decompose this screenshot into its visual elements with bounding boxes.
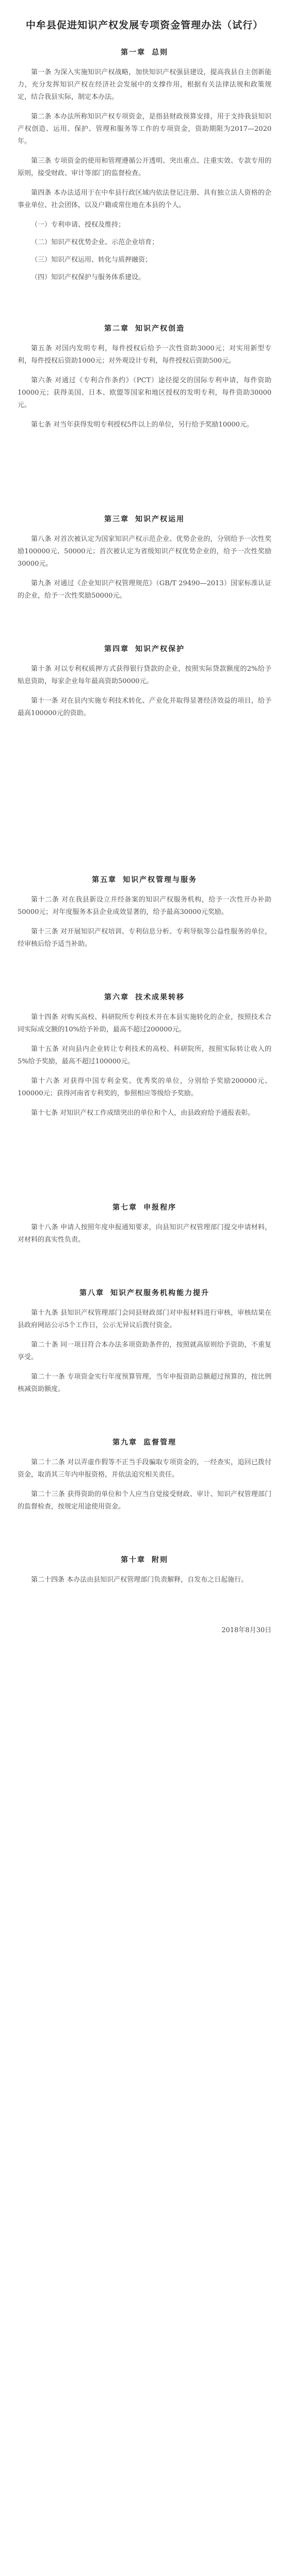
article xyxy=(18,1222,271,1246)
article-text: 获得资助的单位和个人应当自觉接受财政、审计、知识产权管理部门的监督检查，按规定用途使用资金。 xyxy=(18,1490,271,1511)
article xyxy=(18,695,271,720)
article-number: 第五条 xyxy=(31,345,53,352)
article xyxy=(18,419,271,431)
article-number: 第十二条 xyxy=(31,896,59,904)
article xyxy=(18,1075,271,1100)
article xyxy=(18,663,271,688)
article xyxy=(18,1011,271,1036)
chapter-section xyxy=(18,1437,271,1541)
article-text: 本办法所称知识产权专项资金，是指县财政预算安排，用于支持我县知识产权创造、运用、保护、管理和服务等工作的专项资金，资助期限为2017—2020年。 xyxy=(18,113,271,145)
chapter-title: 监督管理 xyxy=(143,1438,176,1447)
article xyxy=(18,1339,271,1364)
chapter-list xyxy=(18,47,271,1614)
article-text: 对通过《专利合作条约》（PCT）途径提交的国际专利申请，每件资助10000元；获得美国、日本、欧盟等国家和地区授权的发明专利，每件资助30000元。 xyxy=(18,377,271,409)
chapter-number: 第十章 xyxy=(121,1556,146,1564)
chapter-title: 知识产权保护 xyxy=(135,645,185,653)
article-text: 对通过《企业知识产权管理规范》（GB/T 29490—2013）国家标准认证的企业，给予一次性奖励50000元。 xyxy=(18,580,271,600)
chapter-section xyxy=(18,514,271,630)
article-number: 第十三条 xyxy=(31,928,58,936)
article-text: 对以专利权质押方式获得银行贷款的企业，按照实际贷款额度的2%给予贴息资助，每家企业每年最高资助50000元。 xyxy=(18,665,271,685)
chapter-section xyxy=(18,1554,271,1614)
section-spacer xyxy=(18,609,271,630)
article xyxy=(18,1371,271,1396)
article-number: 第一条 xyxy=(31,69,52,76)
chapter-heading xyxy=(18,643,271,654)
article-number: 第四条 xyxy=(31,189,52,197)
article-text: 对购买高校、科研院所专利技术并在本县实施转化的企业，按照技术合同实际成交额的10%给予补助，最高不超过200000元。 xyxy=(18,1013,271,1033)
article-text: 专项资金的使用和管理遵循公开透明、突出重点、注重实效、专款专用的原则，接受财政、审计等部门的监督检查。 xyxy=(18,157,271,177)
article-number: 第十一条 xyxy=(31,697,58,705)
article-number: 第二十二条 xyxy=(31,1459,65,1466)
article-number: 第七条 xyxy=(31,421,52,429)
article-number: 第十条 xyxy=(31,665,52,673)
article xyxy=(18,1488,271,1513)
chapter-number: 第二章 xyxy=(104,325,129,333)
chapter-heading xyxy=(18,874,271,885)
section-spacer xyxy=(18,438,271,500)
article-number: 第二十三条 xyxy=(31,1490,65,1498)
chapter-title: 知识产权服务机构能力提升 xyxy=(110,1289,210,1297)
article xyxy=(18,894,271,919)
article xyxy=(18,926,271,951)
article xyxy=(18,111,271,148)
article-text: 为深入实施知识产权战略，加快知识产权强县建设，提高我县自主创新能力，充分发挥知识产权在经济社会发展中的支撑作用，根据有关法律法规和政策规定，结合我县实际，制定本办法。 xyxy=(18,69,271,101)
article xyxy=(18,187,271,212)
article-text: 对获得中国专利金奖、优秀奖的单位，分别给予奖励200000元、100000元；获得河南省专利奖的，参照相应等级给予奖励。 xyxy=(18,1077,271,1097)
article-number: 第三条 xyxy=(31,157,52,165)
article-text: 对在县内实施专利技术转化、产业化并取得显著经济效益的项目，给予最高100000元的资助。 xyxy=(18,697,271,717)
chapter-heading xyxy=(18,1437,271,1447)
article-number: 第二十条 xyxy=(31,1341,58,1349)
chapter-title: 知识产权创造 xyxy=(135,325,185,333)
chapter-title: 知识产权管理与服务 xyxy=(123,876,197,884)
article-number: 第十八条 xyxy=(31,1224,58,1231)
article-number: 第十九条 xyxy=(31,1309,58,1317)
chapter-heading xyxy=(18,1554,271,1565)
chapter-section xyxy=(18,874,271,978)
article xyxy=(18,1107,271,1120)
article xyxy=(18,1307,271,1332)
section-spacer xyxy=(18,958,271,978)
article xyxy=(18,533,271,570)
chapter-number: 第七章 xyxy=(113,1204,137,1212)
article-text: 对开展知识产权培训、专利信息分析、专利导航等公益性服务的单位，经审核后给予适当补助。 xyxy=(18,928,271,948)
section-spacer xyxy=(18,1520,271,1541)
list-item: （四）知识产权保护与服务体系建设。 xyxy=(31,274,146,281)
section-spacer xyxy=(18,1403,271,1423)
chapter-number: 第三章 xyxy=(104,515,129,523)
article xyxy=(18,578,271,602)
chapter-title: 总则 xyxy=(152,48,168,57)
chapter-number: 第一章 xyxy=(121,48,146,57)
article-text: 对在我县新设立并经备案的知识产权服务机构，给予一次性开办补助50000元；对年度服务本县企业成效显著的，给予最高30000元奖励。 xyxy=(18,896,271,916)
article-text: 对知识产权工作成绩突出的单位和个人，由县政府给予通报表彰。 xyxy=(60,1109,255,1117)
section-spacer xyxy=(18,727,271,861)
article-number: 第八条 xyxy=(31,535,52,543)
chapter-number: 第五章 xyxy=(92,876,117,884)
list-item: （一）专利申请、授权及维持； xyxy=(31,221,125,229)
article-number: 第九条 xyxy=(31,580,52,587)
list-item: （二）知识产权优势企业、示范企业培育； xyxy=(31,239,159,246)
article-text: 县知识产权管理部门会同县财政部门对申报材料进行审核，审核结果在县政府网站公示5个工作日，公示无异议后拨付资金。 xyxy=(18,1309,271,1329)
chapter-section xyxy=(18,643,271,861)
article-number: 第二条 xyxy=(31,113,52,121)
article-text: 申请人按照年度申报通知要求，向县知识产权管理部门提交申请材料，对材料的真实性负责。 xyxy=(18,1224,271,1244)
article xyxy=(18,375,271,412)
article-number: 第十六条 xyxy=(31,1077,60,1085)
article-number: 第十五条 xyxy=(31,1045,59,1053)
publish-date: 2018年8月30日 xyxy=(221,1626,271,1634)
chapter-number: 第六章 xyxy=(104,993,129,1002)
article-text: 对以弄虚作假等不正当手段骗取专项资金的，一经查实，追回已拨付资金，取消其三年内申报资格，并依法追究相关责任。 xyxy=(18,1459,271,1479)
chapter-section xyxy=(18,992,271,1189)
chapter-title: 附则 xyxy=(152,1556,168,1564)
article xyxy=(18,1043,271,1068)
article xyxy=(18,1456,271,1481)
article-text: 本办法适用于在中牟县行政区域内依法登记注册、具有独立法人资格的企事业单位、社会团体，以及户籍或常住地在本县的个人。 xyxy=(18,189,271,209)
article xyxy=(18,1574,271,1586)
chapter-heading xyxy=(18,514,271,524)
chapter-title: 知识产权运用 xyxy=(135,515,185,523)
chapter-title: 技术成果转移 xyxy=(135,993,185,1002)
section-spacer xyxy=(18,1594,271,1614)
section-spacer xyxy=(18,289,271,310)
article-number: 第二十一条 xyxy=(31,1373,65,1381)
article-text: 对国内发明专利，每件授权后给予一次性资助3000元；对实用新型专利，每件授权后资助1000元；对外观设计专利，每件授权后资助500元。 xyxy=(18,345,271,365)
article xyxy=(18,66,271,104)
article-text: 对向县内企业转让专利技术的高校、科研院所，按照实际转让收入的5%给予奖励，最高不超过100000元。 xyxy=(18,1045,271,1065)
article-text: 专项资金实行年度预算管理，当年申报资助总额超过预算的，按比例核减资助额度。 xyxy=(18,1373,271,1393)
page-title: 中牟县促进知识产权发展专项资金管理办法（试行） xyxy=(25,20,263,31)
article xyxy=(18,155,271,180)
chapter-heading xyxy=(18,1202,271,1212)
article-number: 第十七条 xyxy=(31,1109,58,1117)
article-number: 第二十四条 xyxy=(31,1576,65,1584)
chapter-number: 第四章 xyxy=(104,645,129,653)
chapter-number: 第八章 xyxy=(79,1289,104,1297)
article-text: 对首次被认定为国家知识产权示范企业、优势企业的，分别给予一次性奖励100000元、50000元；首次被认定为省级知识产权优势企业的，给予一次性奖励30000元。 xyxy=(18,535,271,568)
chapter-heading xyxy=(18,323,271,333)
article-text: 本办法由县知识产权管理部门负责解释，自发布之日起施行。 xyxy=(67,1576,248,1584)
article xyxy=(18,343,271,367)
chapter-section xyxy=(18,323,271,500)
chapter-title: 申报程序 xyxy=(143,1204,176,1212)
chapter-section xyxy=(18,1202,271,1274)
chapter-heading xyxy=(18,47,271,57)
chapter-heading xyxy=(18,992,271,1002)
list-item: （三）知识产权运用、转化与质押融资； xyxy=(31,256,152,264)
article-text: 对当年获得发明专利授权5件以上的单位，另行给予奖励10000元。 xyxy=(53,421,253,429)
chapter-section xyxy=(18,1287,271,1423)
chapter-number: 第九章 xyxy=(113,1438,137,1447)
article-number: 第十四条 xyxy=(31,1013,58,1021)
article-number: 第六条 xyxy=(31,377,53,384)
chapter-section xyxy=(18,47,271,310)
section-spacer xyxy=(18,1127,271,1189)
chapter-heading xyxy=(18,1287,271,1298)
section-spacer xyxy=(18,1253,271,1274)
article-text: 同一项目符合本办法多项资助条件的，按照就高原则给予资助，不重复享受。 xyxy=(18,1341,271,1361)
